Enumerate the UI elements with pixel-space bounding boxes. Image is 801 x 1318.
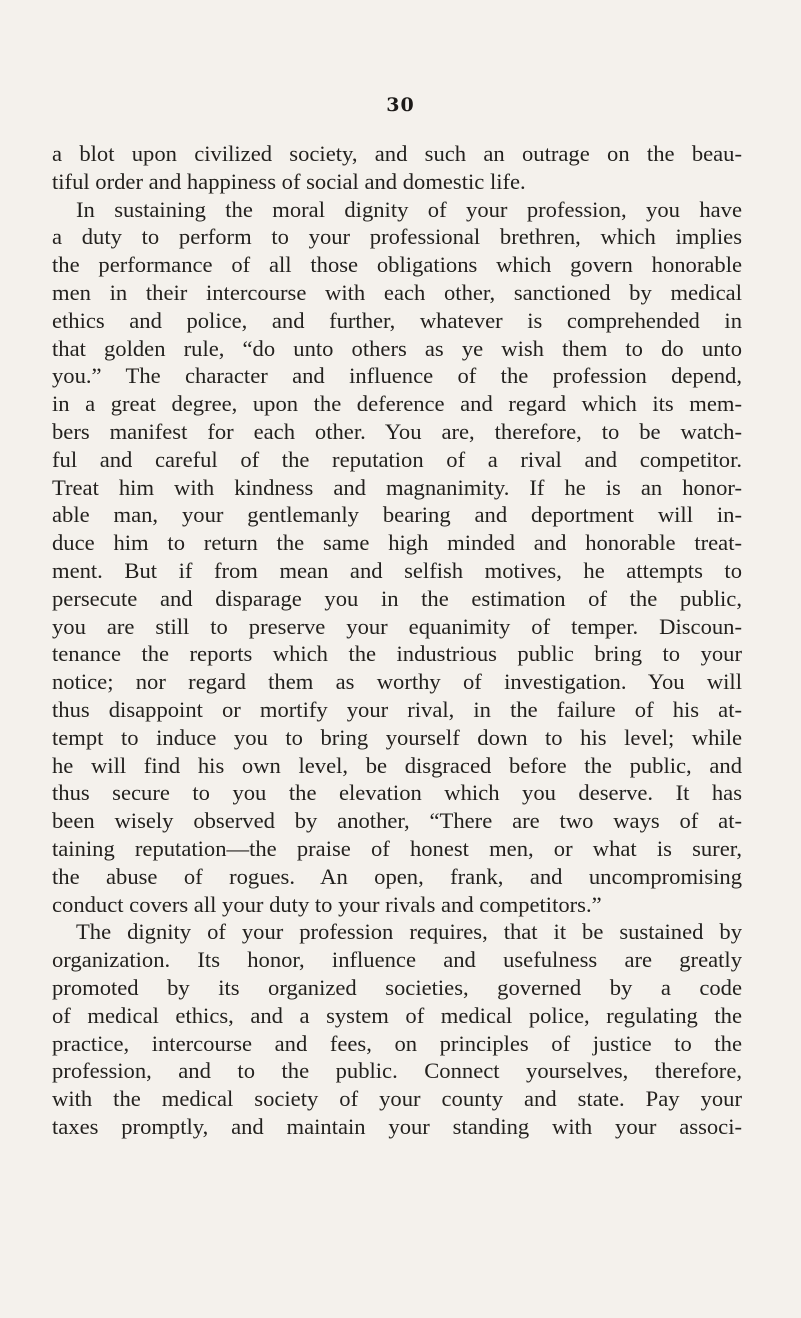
text-line: men in their intercourse with each other, sanctioned by medical bbox=[52, 279, 742, 305]
text-line: ment. But if from mean and selfish motives, he attempts to bbox=[52, 557, 742, 583]
text-line: the performance of all those obligations which govern honorable bbox=[52, 252, 742, 278]
text-line: you are still to preserve your equanimity of temper. Discoun- bbox=[52, 613, 742, 639]
text-line: a blot upon civilized society, and such an outrage on the beau- bbox=[52, 141, 742, 166]
text-line: of medical ethics, and a system of medical police, regulating the bbox=[52, 1002, 742, 1028]
text-line: In sustaining the moral dignity of your profession, you have bbox=[76, 196, 742, 222]
text-line: ethics and police, and further, whatever is comprehended in bbox=[52, 307, 742, 333]
body-text bbox=[52, 140, 742, 1141]
text-line: able man, your gentlemanly bearing and deportment will in- bbox=[52, 502, 742, 528]
text-line: that golden rule, “do unto others as ye wish them to do unto bbox=[52, 335, 742, 361]
page-number: 30 bbox=[386, 94, 415, 116]
text-line: thus secure to you the elevation which you deserve. It has bbox=[52, 780, 742, 806]
text-line: the abuse of rogues. An open, frank, and uncompromising bbox=[52, 863, 742, 889]
text-line: he will find his own level, be disgraced before the public, and bbox=[52, 752, 742, 778]
text-line: taxes promptly, and maintain your standing with your associ- bbox=[52, 1113, 742, 1139]
text-line: tempt to induce you to bring yourself down to his level; while bbox=[52, 724, 742, 750]
text-line: promoted by its organized societies, governed by a code bbox=[52, 974, 742, 1000]
text-line: practice, intercourse and fees, on principles of justice to the bbox=[52, 1030, 742, 1056]
text-line: in a great degree, upon the deference and regard which its mem- bbox=[52, 391, 742, 417]
text-line: persecute and disparage you in the estimation of the public, bbox=[52, 585, 742, 611]
text-line: with the medical society of your county and state. Pay your bbox=[52, 1086, 742, 1112]
text-line: taining reputation—the praise of honest men, or what is surer, bbox=[52, 835, 742, 861]
text-line: ful and careful of the reputation of a rival and competitor. bbox=[52, 446, 742, 472]
text-line: Treat him with kindness and magnanimity. If he is an honor- bbox=[52, 474, 742, 500]
text-line: a duty to perform to your professional brethren, which implies bbox=[52, 224, 742, 250]
text-line: organization. Its honor, influence and usefulness are greatly bbox=[52, 947, 742, 973]
text-line: duce him to return the same high minded and honorable treat- bbox=[52, 530, 742, 556]
text-line: been wisely observed by another, “There are two ways of at- bbox=[52, 808, 742, 834]
text-line: you.” The character and influence of the profession depend, bbox=[52, 363, 742, 389]
text-line: profession, and to the public. Connect yourselves, therefore, bbox=[52, 1058, 742, 1084]
text-line: notice; nor regard them as worthy of investigation. You will bbox=[52, 669, 742, 695]
text-line: conduct covers all your duty to your rivals and competitors.” bbox=[52, 891, 602, 917]
text-line: bers manifest for each other. You are, therefore, to be watch- bbox=[52, 418, 742, 444]
text-line: tiful order and happiness of social and domestic life. bbox=[52, 168, 526, 194]
text-line: The dignity of your profession requires, that it be sustained by bbox=[76, 919, 742, 945]
text-line: thus disappoint or mortify your rival, in the failure of his at- bbox=[52, 696, 742, 722]
text-line: tenance the reports which the industrious public bring to your bbox=[52, 641, 742, 667]
